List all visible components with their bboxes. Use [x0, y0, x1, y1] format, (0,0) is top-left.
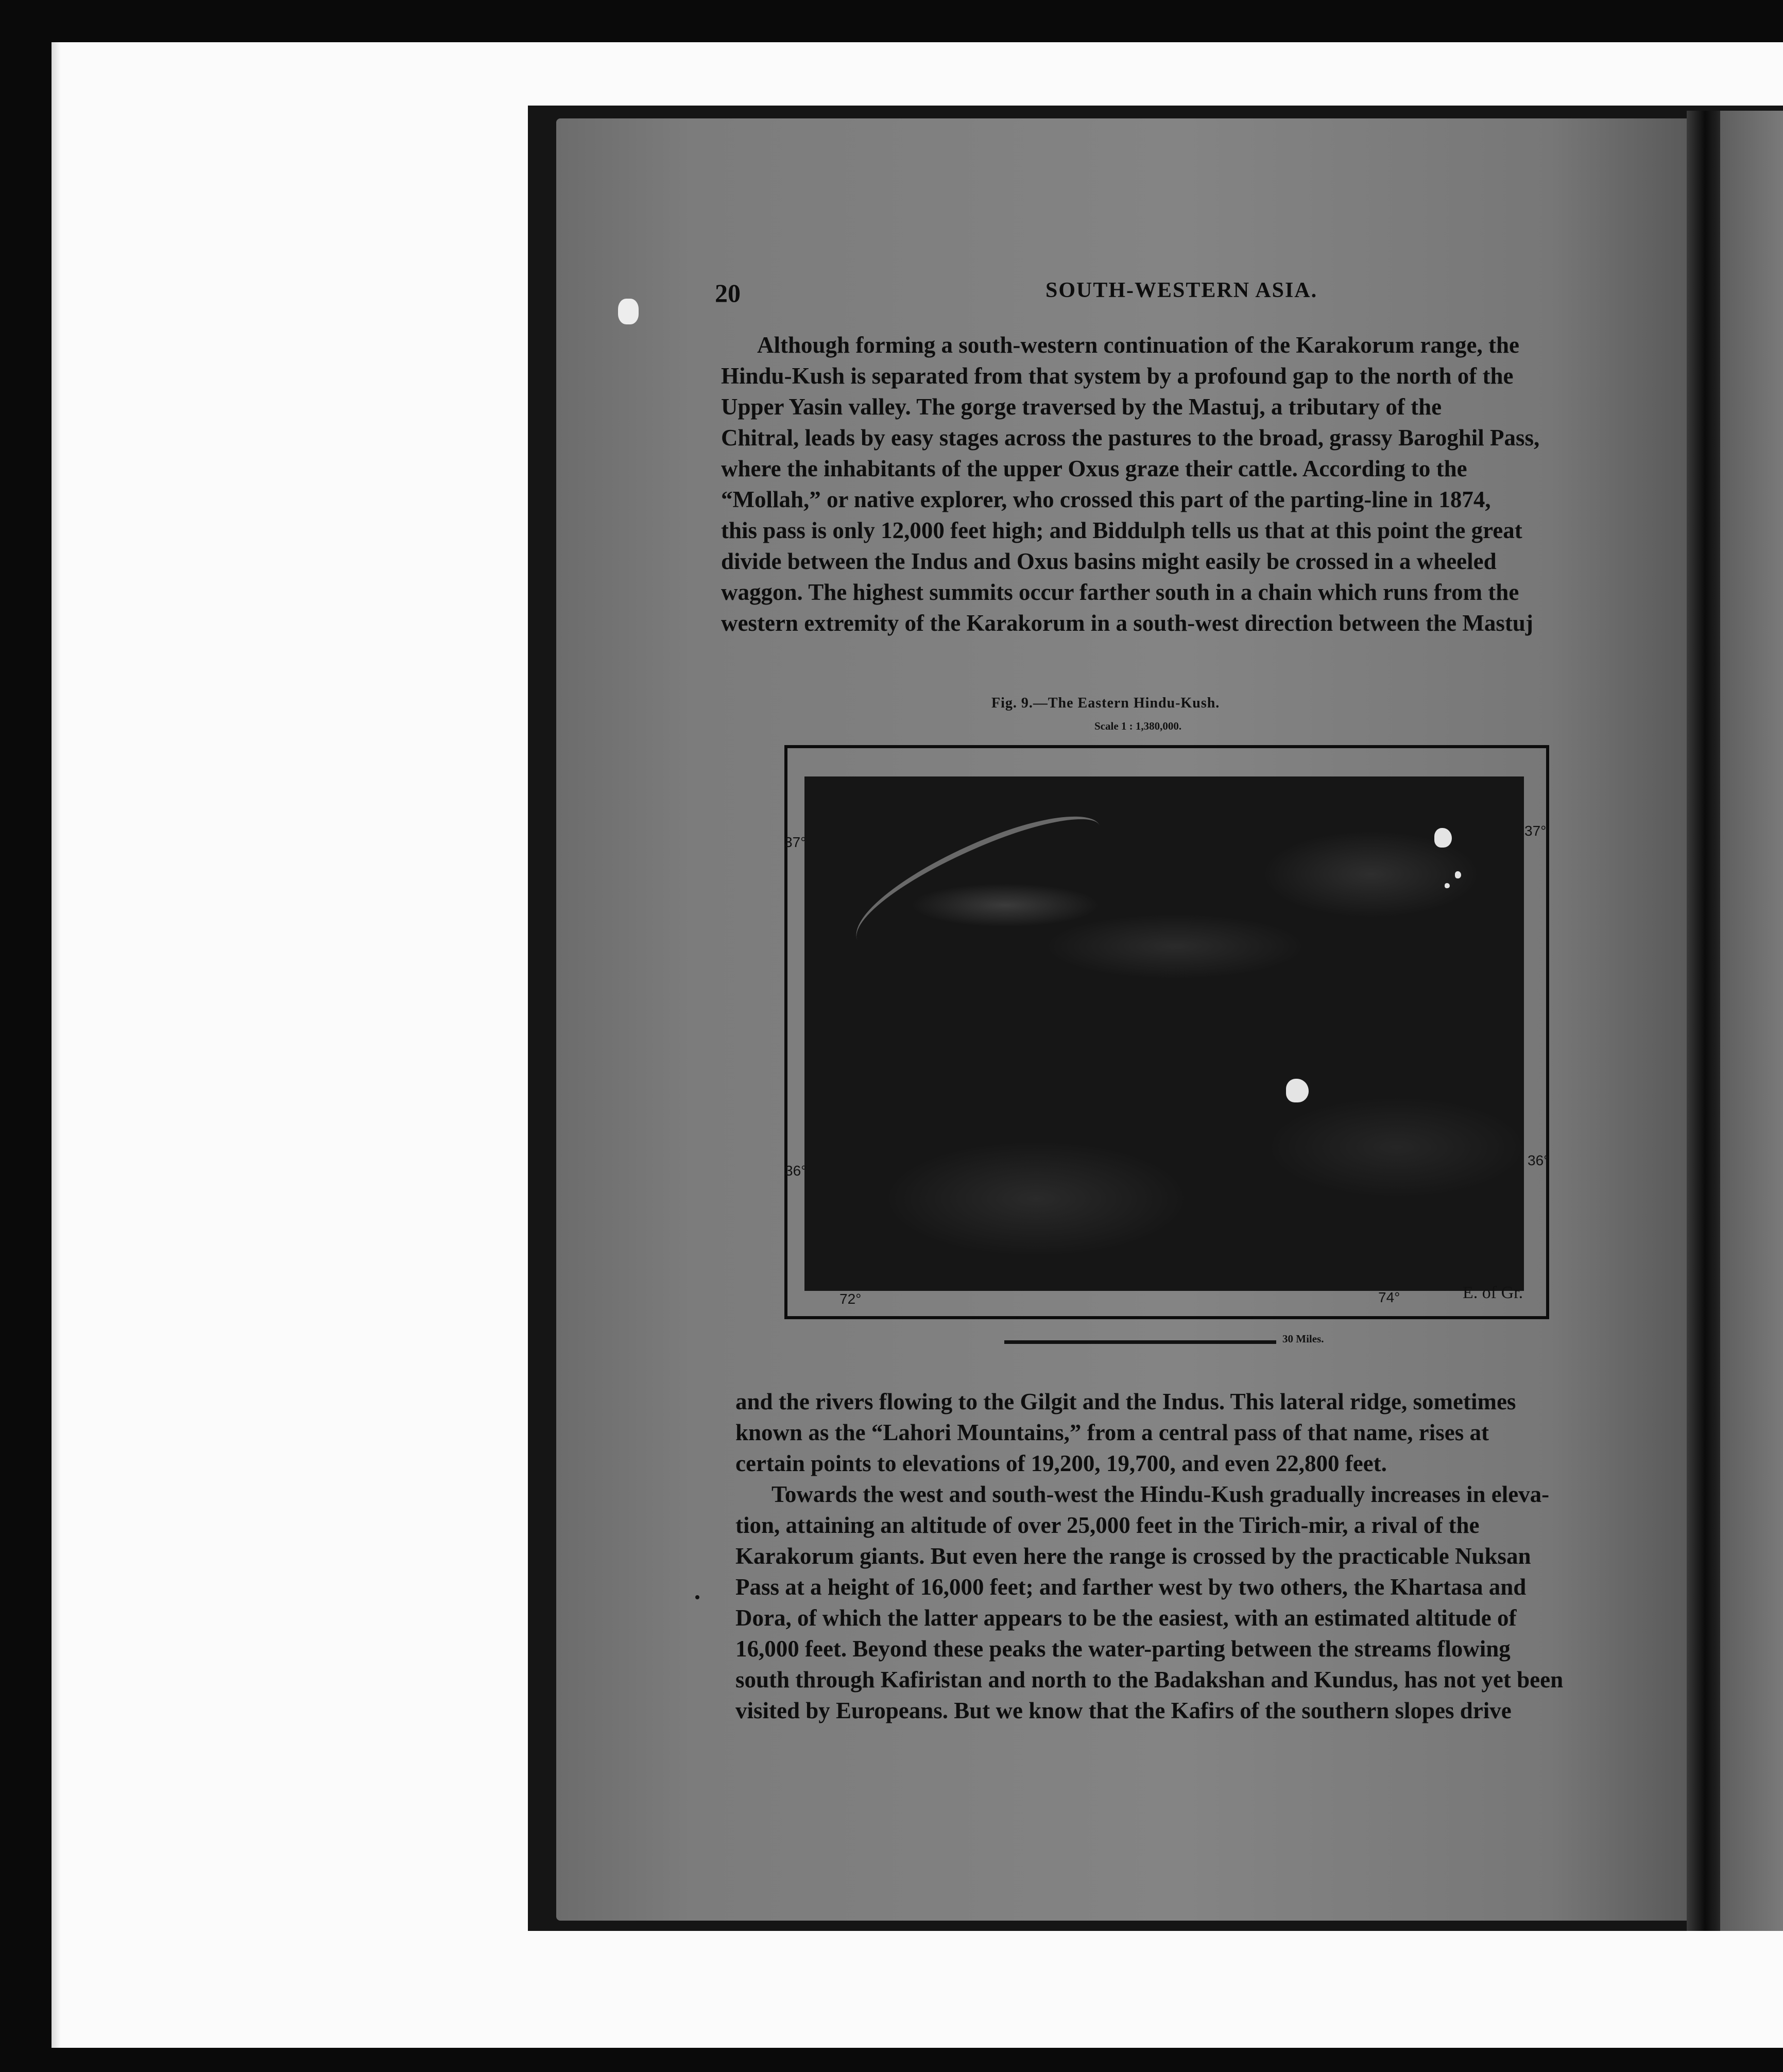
text-line: Although forming a south-western continuation of the Karakorum range, the	[757, 332, 1519, 358]
latitude-label: 36°	[1528, 1152, 1550, 1168]
text-line: Pass at a height of 16,000 feet; and farther west by two others, the Khartasa and	[735, 1574, 1527, 1600]
scale-bar	[1004, 1340, 1276, 1344]
text-line: where the inhabitants of the upper Oxus graze their cattle. According to the	[721, 456, 1467, 481]
text-line: western extremity of the Karakorum in a south-west direction between the Mastuj	[721, 610, 1533, 636]
running-head: SOUTH-WESTERN ASIA.	[1045, 279, 1318, 302]
map-snow-peak	[1455, 871, 1461, 878]
text-line: waggon. The highest summits occur farther south in a chain which runs from the	[721, 579, 1519, 605]
paragraph-1	[721, 330, 1591, 638]
paragraph-2	[735, 1386, 1605, 1726]
text-line: tion, attaining an altitude of over 25,000 feet in the Tirich-mir, a rival of the	[735, 1512, 1480, 1538]
text-line: visited by Europeans. But we know that the Kafirs of the southern slopes drive	[735, 1698, 1512, 1723]
film-border	[0, 2048, 1783, 2072]
text-line: Upper Yasin valley. The gorge traversed by the Mastuj, a tributary of the	[721, 394, 1442, 420]
text-line: certain points to elevations of 19,200, 19,700, and even 22,800 feet.	[735, 1451, 1387, 1476]
text-line: “Mollah,” or native explorer, who crossed this part of the parting-line in 1874,	[721, 487, 1491, 512]
page-number: 20	[715, 279, 741, 307]
figure-scale: Scale 1 : 1,380,000.	[1094, 720, 1182, 732]
figure-caption: Fig. 9.—The Eastern Hindu-Kush.	[991, 695, 1220, 711]
book-gutter	[1687, 111, 1720, 1931]
frame-edge-shadow	[52, 42, 61, 2048]
film-smudge	[618, 299, 639, 324]
map-snow-peak	[1434, 828, 1452, 848]
text-line: divide between the Indus and Oxus basins might easily be crossed in a wheeled	[721, 548, 1497, 574]
text-line: Dora, of which the latter appears to be the easiest, with an estimated altitude of	[735, 1605, 1517, 1631]
text-line: Chitral, leads by easy stages across the pastures to the broad, grassy Baroghil Pass,	[721, 425, 1540, 451]
latitude-label: 37°	[1524, 823, 1547, 839]
text-line: this pass is only 12,000 feet high; and Biddulph tells us that at this point the great	[721, 517, 1522, 543]
longitude-reference: E. of Gr.	[1463, 1283, 1523, 1302]
text-line: 16,000 feet. Beyond these peaks the water-parting between the streams flowing	[735, 1636, 1511, 1662]
text-line: known as the “Lahori Mountains,” from a central pass of that name, rises at	[735, 1420, 1489, 1445]
text-line: south through Kafiristan and north to the Badakshan and Kundus, has not yet been	[735, 1667, 1564, 1693]
print-speck	[695, 1595, 699, 1599]
map-snow-peak	[1286, 1079, 1309, 1102]
relief-map	[804, 776, 1524, 1291]
scale-bar-label: 30 Miles.	[1282, 1333, 1324, 1345]
text-line: Karakorum giants. But even here the range is crossed by the practicable Nuksan	[735, 1543, 1531, 1569]
longitude-label: 72°	[839, 1291, 862, 1307]
latitude-label: 36°	[785, 1163, 807, 1179]
text-line: and the rivers flowing to the Gilgit and the Indus. This lateral ridge, sometimes	[735, 1389, 1516, 1414]
text-line: Towards the west and south-west the Hindu-Kush gradually increases in eleva-	[772, 1481, 1550, 1507]
facing-page-edge	[1720, 111, 1783, 1931]
longitude-label: 74°	[1378, 1289, 1400, 1305]
text-line: Hindu-Kush is separated from that system by a profound gap to the north of the	[721, 363, 1514, 389]
latitude-label: 37°	[784, 834, 807, 850]
map-snow-peak	[1445, 883, 1450, 888]
